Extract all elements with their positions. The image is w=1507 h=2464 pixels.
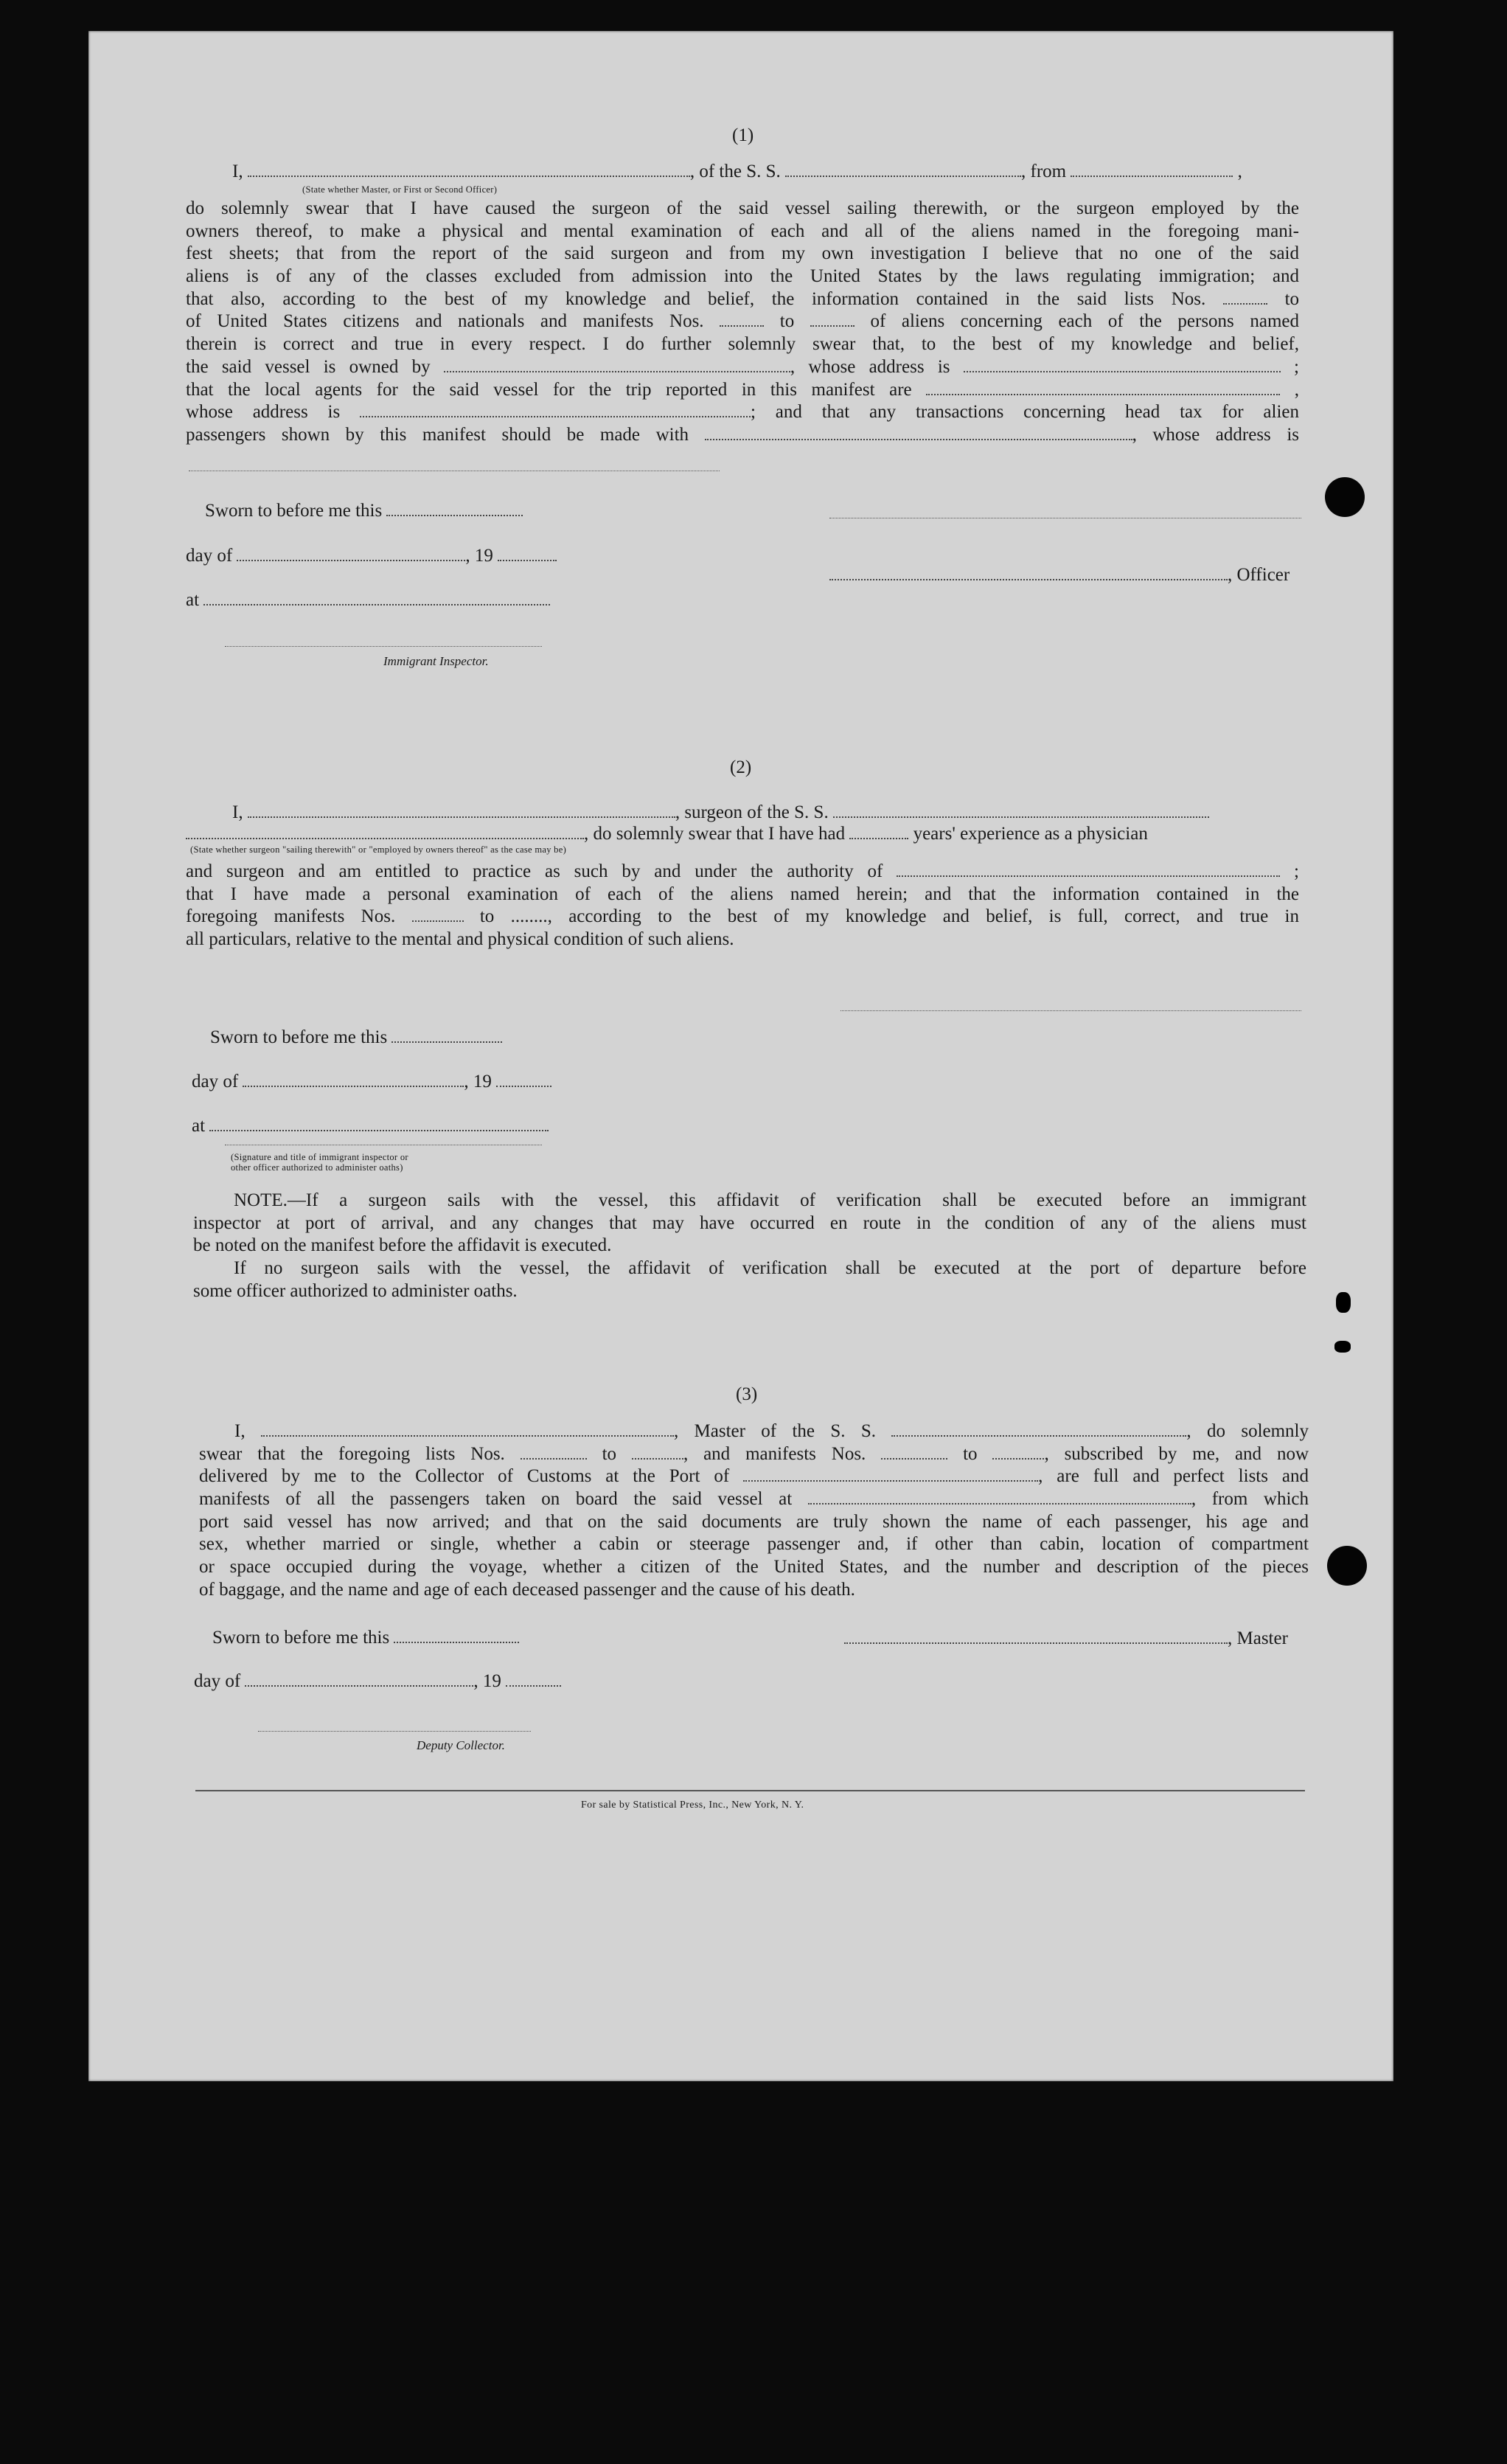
fill-in-agent-address[interactable] <box>360 403 751 417</box>
s1-oath-paragraph <box>186 198 1299 447</box>
fill-in-officer[interactable] <box>829 566 1228 580</box>
s2-paragraph-line: all particulars, relative to the mental and physical condition of such aliens. <box>186 929 734 950</box>
s1-paragraph-line: owners thereof, to make a physical and mental examination of each and all of the aliens named in the foregoing mani- <box>186 221 1299 241</box>
fill-in-manifest-from[interactable] <box>720 312 764 327</box>
fill-in-s2-day[interactable] <box>243 1072 464 1087</box>
fill-in-authority[interactable] <box>897 862 1280 877</box>
s1-inspector-caption: Immigrant Inspector. <box>383 654 489 668</box>
s1-line-1 <box>232 160 1242 183</box>
fill-in-s3-list-to[interactable] <box>632 1445 683 1460</box>
fill-in-local-agents[interactable] <box>926 381 1280 395</box>
s1-text: , of the S. S. <box>689 162 786 181</box>
fill-in-master-name[interactable] <box>248 162 690 177</box>
fill-in-s2-at[interactable] <box>209 1117 549 1131</box>
fill-in-list-from[interactable] <box>1223 290 1267 305</box>
s1-officer-caption: (State whether Master, or First or Second Officer) <box>302 184 498 195</box>
s2-line-1: I, , surgeon of the S. S. <box>232 801 1209 824</box>
fill-in-owner[interactable] <box>444 358 790 372</box>
s2-note <box>193 1190 1306 1302</box>
s3-collector-signature-line[interactable] <box>258 1731 531 1732</box>
fill-in-ship-name-2[interactable] <box>833 803 1209 818</box>
s1-inspector-signature-line[interactable] <box>225 646 542 647</box>
s1-text: I, <box>232 162 248 181</box>
s3-oath-paragraph <box>199 1420 1309 1602</box>
s2-paragraph-line: that I have made a personal examination of each of the aliens named herein; and that the information contained in the <box>186 884 1299 904</box>
s3-paragraph-line: or space occupied during the voyage, whether a citizen of the United States, and the number and description of the pieces <box>199 1557 1309 1578</box>
s1-paragraph-line: that also, according to the best of my knowledge and belief, the information contained in the said lists Nos. to <box>186 288 1300 309</box>
note-line: inspector at port of arrival, and any changes that may have occurred en route in the condition of any of the aliens must <box>193 1212 1306 1233</box>
fill-in-years[interactable] <box>849 825 908 839</box>
s2-paragraph-line: foregoing manifests Nos. to ........, according to the best of my knowledge and belief, is full, correct, and true in <box>186 906 1300 927</box>
manifest-back-page <box>88 31 1393 2081</box>
punch-hole <box>1327 1546 1367 1586</box>
section-1-number: (1) <box>732 125 754 145</box>
fill-in-s3-ship[interactable] <box>891 1422 1186 1437</box>
fill-in-s3-man-to[interactable] <box>992 1445 1044 1460</box>
margin-mark <box>1334 1341 1351 1353</box>
fill-in-s3-sworn[interactable] <box>394 1628 519 1643</box>
s2-at-line: at <box>192 1114 549 1137</box>
fill-in-port-embark[interactable] <box>808 1490 1191 1505</box>
s3-paragraph-line: swear that the foregoing lists Nos. to , and manifests Nos. to , subscribed by me, and now <box>199 1443 1309 1464</box>
fill-in-from-port[interactable] <box>1071 162 1233 177</box>
s1-paragraph-line: passengers shown by this manifest should be made with , whose address is <box>186 424 1299 445</box>
s1-sworn-line: Sworn to before me this <box>205 499 523 522</box>
s3-master-line: , Master <box>844 1627 1288 1650</box>
s3-paragraph-line: delivered by me to the Collector of Customs at the Port of , are full and perfect lists and <box>199 1466 1309 1487</box>
s1-paragraph-line: that the local agents for the said vessel for the trip reported in this manifest are , <box>186 379 1300 400</box>
fill-in-s3-master[interactable] <box>261 1422 674 1437</box>
s2-sworn-line: Sworn to before me this <box>210 1026 502 1049</box>
fill-in-s2-year[interactable] <box>496 1072 551 1087</box>
fill-in-s3-master-sign[interactable] <box>844 1629 1228 1644</box>
fill-in-manifest-to[interactable] <box>810 312 855 327</box>
fill-in-owner-address[interactable] <box>964 358 1281 372</box>
s1-paragraph-line: the said vessel is owned by , whose address is ; <box>186 356 1300 377</box>
fill-in-s3-day[interactable] <box>245 1672 473 1687</box>
s2-oath-paragraph <box>186 861 1299 951</box>
s1-at-line: at <box>186 589 550 611</box>
s3-sworn-line: Sworn to before me this <box>212 1626 519 1649</box>
fill-in-ship-name[interactable] <box>785 162 1021 177</box>
s3-paragraph-line: I, , Master of the S. S. , do solemnly <box>234 1421 1309 1441</box>
s1-paragraph-line: whose address is ; and that any transactions concerning head tax for alien <box>186 402 1299 423</box>
fill-in-year[interactable] <box>498 546 557 561</box>
fill-in-sworn-date[interactable] <box>386 502 523 516</box>
note-line: NOTE.—If a surgeon sails with the vessel, this affidavit of verification shall be executed before an immigrant <box>234 1190 1306 1210</box>
s2-paragraph-line: and surgeon and am entitled to practice as such by and under the authority of ; <box>186 861 1299 881</box>
s2-day-line: day of , 19 <box>192 1070 551 1093</box>
fill-in-port[interactable] <box>743 1467 1038 1482</box>
footer-rule <box>195 1790 1305 1791</box>
s3-collector-caption: Deputy Collector. <box>417 1738 505 1752</box>
printer-credit: For sale by Statistical Press, Inc., New York, N. Y. <box>581 1800 804 1811</box>
s1-day-line: day of , 19 <box>186 544 557 567</box>
fill-in-s3-man-from[interactable] <box>881 1445 947 1460</box>
s3-day-line: day of , 19 <box>194 1670 561 1693</box>
s1-paragraph-line: fest sheets; that from the report of the said surgeon and from my own investigation I believe that no one of the said <box>186 243 1299 264</box>
fill-in-s2-sworn[interactable] <box>391 1028 502 1043</box>
s3-paragraph-line: of baggage, and the name and age of each deceased passenger and the cause of his death. <box>199 1579 855 1600</box>
fill-in-day[interactable] <box>237 546 465 561</box>
fill-in-head-tax-payee[interactable] <box>705 426 1132 440</box>
s3-paragraph-line: sex, whether married or single, whether a cabin or steerage passenger and, if other than cabin, location of compartment <box>199 1534 1309 1555</box>
note-line: be noted on the manifest before the affidavit is executed. <box>193 1235 612 1256</box>
s3-paragraph-line: manifests of all the passengers taken on board the said vessel at , from which <box>199 1489 1309 1510</box>
fill-in-s2-from[interactable] <box>412 907 464 922</box>
fill-in-surgeon-name[interactable] <box>248 803 675 818</box>
section-2-number: (2) <box>730 757 752 777</box>
fill-in-surgeon-status[interactable] <box>186 825 584 839</box>
s1-paragraph-line: of United States citizens and nationals and manifests Nos. to of aliens concerning each of the persons named <box>186 311 1300 332</box>
s2-line-2: , do solemnly swear that I have had years' experience as a physician <box>186 822 1148 845</box>
s2-status-caption: (State whether surgeon "sailing therewith" or "employed by owners thereof" as the case may be) <box>190 844 567 855</box>
s1-text: , from <box>1021 162 1071 181</box>
s1-paragraph-line: do solemnly swear that I have caused the surgeon of the said vessel sailing therewith, or the surgeon employed by the <box>186 198 1299 218</box>
s1-officer-line: , Officer <box>829 563 1290 586</box>
fill-in-s3-year[interactable] <box>506 1672 561 1687</box>
punch-hole <box>1325 477 1365 517</box>
note-line: some officer authorized to administer oaths. <box>193 1280 518 1301</box>
section-3-number: (3) <box>736 1384 758 1404</box>
note-line: If no surgeon sails with the vessel, the affidavit of verification shall be executed at the port of departure before <box>234 1258 1306 1279</box>
s3-paragraph-line: port said vessel has now arrived; and that on the said documents are truly shown the name of each passenger, his age and <box>199 1511 1309 1532</box>
s1-text: , <box>1233 162 1242 181</box>
margin-mark <box>1336 1292 1351 1313</box>
s1-paragraph-line: therein is correct and true in every respect. I do further solemnly swear that, to the best of my knowledge and belief, <box>186 334 1299 355</box>
s2-signature-line[interactable] <box>840 1010 1301 1011</box>
s1-paragraph-line: aliens is of any of the classes excluded from admission into the United States by the laws regulating immigration; and <box>186 266 1299 287</box>
fill-in-s3-list-from[interactable] <box>521 1445 587 1460</box>
fill-in-at-place[interactable] <box>203 591 550 605</box>
s2-inspector-caption: (Signature and title of immigrant inspector or other officer authorized to administer oaths) <box>231 1152 408 1173</box>
